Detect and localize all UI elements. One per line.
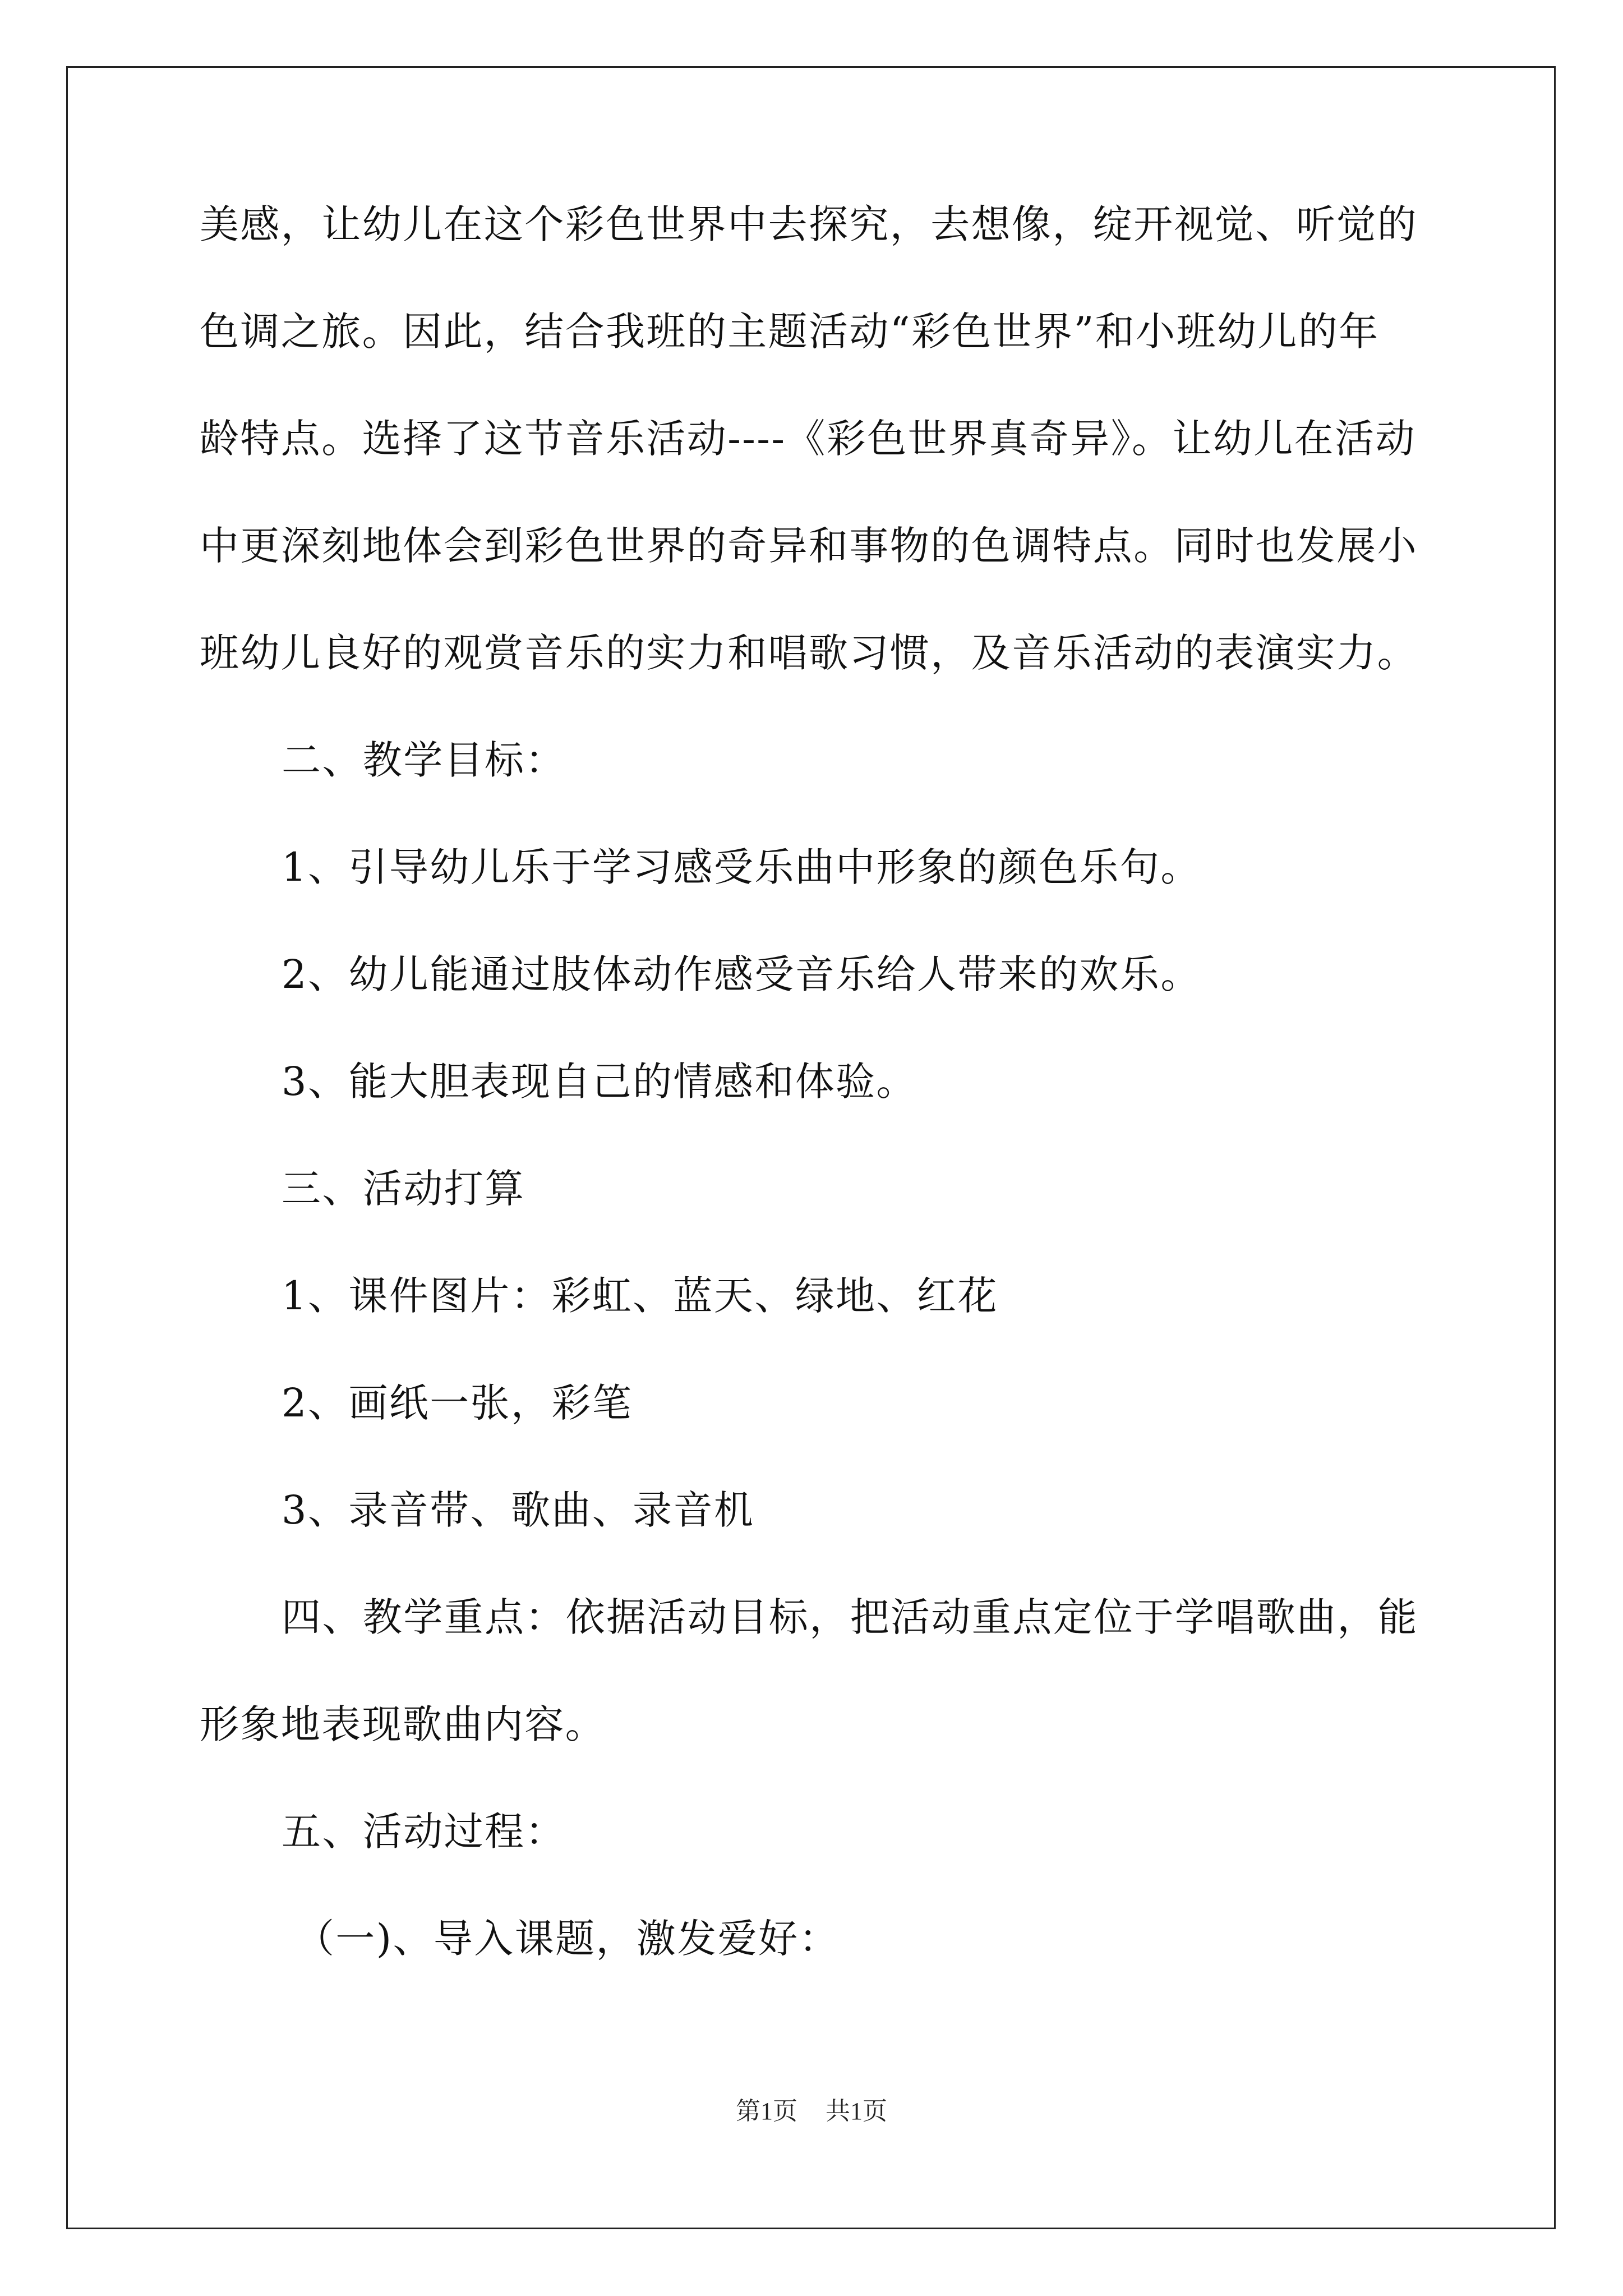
body-line-4: 中更深刻地体会到彩色世界的奇异和事物的色调特点。同时也发展小: [200, 523, 1418, 569]
page-border: [66, 66, 1556, 2229]
section-heading-objectives: 二、教学目标：: [282, 737, 566, 783]
section-heading-key-points: 四、教学重点：依据活动目标，把活动重点定位于学唱歌曲，能: [282, 1594, 1419, 1640]
objective-item-1: 1、引导幼儿乐于学习感受乐曲中形象的颜色乐句。: [282, 844, 1201, 890]
objective-item-3: 3、能大胆表现自己的情感和体验。: [282, 1059, 917, 1105]
key-points-continuation: 形象地表现歌曲内容。: [200, 1701, 606, 1747]
objective-item-2: 2、幼儿能通过肢体动作感受音乐给人带来的欢乐。: [282, 951, 1201, 997]
preparation-item-2: 2、画纸一张，彩笔: [282, 1380, 633, 1426]
page-number: 第1页: [736, 2097, 797, 2125]
body-line-3: 龄特点。选择了这节音乐活动----《彩色世界真奇异》。让幼儿在活动: [200, 416, 1416, 462]
body-line-5: 班幼儿良好的观赏音乐的实力和唱歌习惯，及音乐活动的表演实力。: [200, 630, 1418, 676]
page-total: 共1页: [826, 2097, 887, 2125]
body-line-1: 美感，让幼儿在这个彩色世界中去探究，去想像，绽开视觉、听觉的: [200, 201, 1418, 247]
section-heading-process: 五、活动过程：: [282, 1809, 566, 1855]
section-heading-preparation: 三、活动打算: [282, 1166, 525, 1212]
process-step-1-heading: （一)、导入课题，激发爱好：: [295, 1916, 840, 1962]
page-footer: [0, 2095, 1623, 2128]
preparation-item-3: 3、录音带、歌曲、录音机: [282, 1487, 755, 1533]
body-line-2: 色调之旅。因此，结合我班的主题活动“彩色世界”和小班幼儿的年: [200, 309, 1380, 355]
preparation-item-1: 1、课件图片：彩虹、蓝天、绿地、红花: [282, 1273, 998, 1319]
